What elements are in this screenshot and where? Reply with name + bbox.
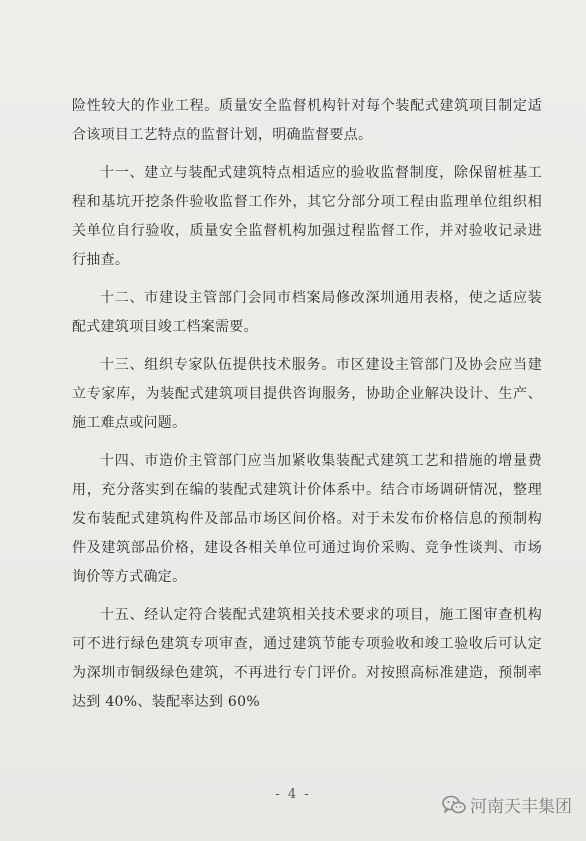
paragraph-item-13: 十三、组织专家队伍提供技术服务。市区建设主管部门及协会应当建立专家库，为装配式建筑项目提供咨询服务，协助企业解决设计、生产、施工难点或问题。: [72, 357, 542, 431]
document-body: [72, 92, 542, 726]
page-number: - 4 -: [275, 787, 311, 802]
paragraph-continuation: 险性较大的作业工程。质量安全监督机构针对每个装配式建筑项目制定适合该项目工艺特点的监督计划，明确监督要点。: [72, 98, 542, 143]
watermark: [442, 792, 572, 817]
watermark-text: 河南天丰集团: [470, 797, 572, 817]
paragraph-item-12: 十二、市建设主管部门会同市档案局修改深圳通用表格，使之适应装配式建筑项目竣工档案需要。: [72, 290, 542, 335]
paragraph-item-14: 十四、市造价主管部门应当加紧收集装配式建筑工艺和措施的增量费用，充分落实到在编的装配式建筑计价体系中。结合市场调研情况，整理发布装配式建筑构件及部品市场区间价格。对于未发布价格信息的预制构件及建筑部品价格，建设各相关单位可通过询价采购、竞争性谈判、市场询价等方式确定。: [72, 453, 542, 585]
paragraph-item-11: 十一、建立与装配式建筑特点相适应的验收监督制度，除保留桩基工程和基坑开挖条件验收监督工作外，其它分部分项工程由监理单位组织相关单位自行验收，质量安全监督机构加强过程监督工作，并对验收记录进行抽查。: [72, 165, 542, 268]
wechat-icon: [442, 795, 466, 815]
paragraph-item-15: 十五、经认定符合装配式建筑相关技术要求的项目，施工图审查机构可不进行绿色建筑专项审查，通过建筑节能专项验收和竣工验收后可认定为深圳市铜级绿色建筑，不再进行专门评价。对按照高标准建造，预制率达到 40%、装配率达到 60%: [72, 607, 542, 710]
